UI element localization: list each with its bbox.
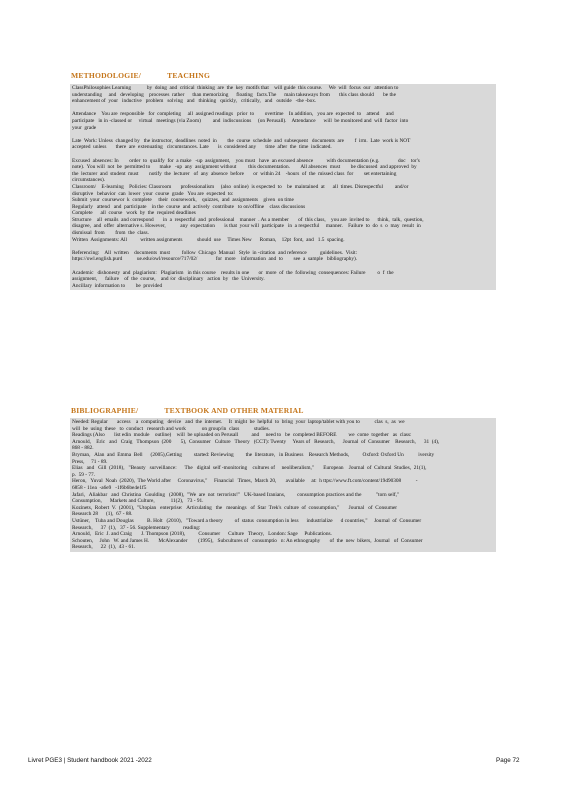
- text-line: note). You will not be permitted to make -up any assignment without this documentation. All absences must be discussed and approved by: [72, 164, 417, 171]
- text-line: Attendance You are responsible for completing all assigned readings prior to overtime In addition, you are expected to attend and: [72, 111, 394, 118]
- text-line: Ancillary information to be provided: [72, 282, 163, 289]
- text-line: Kozinets, Robert V. (2001), "Utopian enterprise: Articulating the meanings of Star Trek's culture of consumption," Journal of Consumer: [72, 504, 398, 511]
- text-line: Needed: Regular access a computing device and the internet. It might be helpful to bring your laptop/tablet with you to clas s, as we: [72, 419, 405, 425]
- text-line: participate in in -classed or virtual meetings (via Zoom) and indiscussions (on Perusall). Attendance will be monitored and will factor into: [72, 117, 409, 124]
- bibliography-text-block: [70, 418, 496, 552]
- text-line: enhancement of your inductive problem solving and thinking quickly, critically, and outside -the -box.: [72, 98, 317, 105]
- text-line: Arnould, Eric and Craig Thompson (200 5), Consumer Culture Theory (CCT): Twenty Years of Research, Journal of Consumer Research, 31 (4),: [72, 438, 440, 445]
- text-line: [72, 263, 494, 270]
- text-line: will be using these to conduct research and work on group/in class studies.: [72, 425, 270, 432]
- text-line: Consumption, Markets and Culture, 11(2), 73 - 91.: [72, 498, 204, 505]
- text-line: your grade: [72, 124, 97, 131]
- text-line: accepted unless there are extenuating circumstances. Late is considered any time after the time indicated.: [72, 144, 332, 151]
- text-line: Classroom/ E-learning Policies: Classroom professionalism (also online) is expected to be maintained at all times. Disrespectful and/or: [72, 183, 409, 190]
- text-line: https://owl.english.purd ue.edu/owl/resource/717/02/ for more information and to see a sample bibliography).: [72, 256, 358, 263]
- methodology-heading-fr: METHODOLOGIE/: [71, 71, 142, 80]
- text-line: Schouten, John W. and James H. McAlexander (1995), Subcultures of consumptio n: An ethnography of the new bikers, Journal of Consumer: [72, 537, 423, 544]
- text-line: 6858 - 11ea -a6e9 -1f6b6be4e1f5: [72, 484, 147, 491]
- bibliography-heading: [71, 406, 330, 415]
- bibliography-heading-en: TEXTBOOK AND OTHER MATERIAL: [164, 406, 304, 415]
- text-line: Regularly attend and participate in the course and actively contribute to on/offline class discussions: [72, 203, 306, 210]
- text-line: Submit your coursewor k complete their coursework, quizzes, and assignments given on time: [72, 197, 294, 204]
- text-line: disruptive behavior can lower your course grade You are expected to:: [72, 190, 234, 197]
- text-line: [72, 243, 494, 250]
- text-line: ClassPhilosophies Learning by doing and critical thinking are the key motifs that will guide this course. We will focus our attention to: [72, 85, 399, 91]
- text-line: Academic dishonesty and plagiarism: Plagiarism in this course results in one or more of the following consequences: Failure o f the: [72, 269, 394, 276]
- text-line: Complete all course work by the required deadlines: [72, 210, 196, 217]
- text-line: Research, 37 (1), 37 - 56. Supplementary reading:: [72, 524, 201, 531]
- text-line: disagree, and offer alternative s. However, any expectation is that your will participate in a respectful manner. Failure to do s o may result in: [72, 223, 421, 230]
- text-line: Ustüner, Tuba and Douglas B. Holt (2010), "Toward a theory of status consumption in less industrialize d countries," Journal of Consumer: [72, 517, 422, 524]
- text-line: circumstances).: [72, 177, 106, 184]
- text-line: dismissal from from the class.: [72, 230, 149, 237]
- text-line: [72, 131, 494, 138]
- text-line: p. 59 - 77.: [72, 471, 95, 478]
- footer-page-number: Page 72: [496, 757, 520, 764]
- text-line: Late Work: Unless changed by the instructor, deadlines noted in the course schedule and subsequent documents are f irm. Late work is NOT: [72, 137, 411, 144]
- text-line: Excused absences: In order to qualify for a make -up assignment, you must have an excused absence with documentation (e.g. doc tor's: [72, 157, 420, 164]
- text-line: understanding and developing processes rather than memorizing floating facts.The main takeaways from this class should be the: [72, 91, 396, 98]
- text-line: Referencing: All written documents must follow Chicago Manual Style in -citation and reference guidelines. Visit:: [72, 249, 358, 256]
- text-line: Written Assignments: All written assignments should use Times New Roman, 12pt font, and 1.5 spacing.: [72, 236, 345, 243]
- bibliography-heading-fr: BIBLIOGRAPHIE/: [71, 406, 139, 415]
- text-line: Readings (Also list edin module outline) will be uploaded on Perusall and need to be completed BEFORE we come together as class:: [72, 432, 412, 439]
- text-line: Elias and Gill (2018), "Beauty surveillance: The digital self -monitoring cultures of neoliberalism," European Journal of Cultural Studies, 21(1),: [72, 465, 427, 472]
- text-line: Research 28 (1), 67 - 88.: [72, 511, 133, 518]
- footer-left: Livret PGE3 | Student handbook 2021 -2022: [28, 757, 152, 764]
- text-line: Structure all emails and correspond in a respectful and professional manner . As a member of this class, you are invited to think, talk, question,: [72, 216, 424, 223]
- methodology-heading: [71, 71, 236, 80]
- text-line: Arnould, Eric J. and Craig J. Thompson (2018), Consumer Culture Theory, London: Sage Publications.: [72, 531, 332, 538]
- text-line: assignment, failure of the course, and /or disciplinary action by the University.: [72, 276, 265, 283]
- text-line: Press, 71 - 89.: [72, 458, 108, 465]
- text-line: Bryman, Alan and Emma Bell (2005),Getting started: Reviewing the literature, in Business Research Methods, Oxford: Oxford Un iversity: [72, 451, 435, 458]
- text-line: Jafari, Aliakbar and Christina Goulding (2008), "We are not terrorists!" UK-based Iranians, consumption practices and the "torn self,": [72, 491, 400, 498]
- text-line: the lecturer and student must notify the lecturer of any absence before or within 24 -hours of the missed class for set entertaining: [72, 170, 397, 177]
- text-line: 868 - 882.: [72, 445, 94, 452]
- methodology-heading-en: TEACHING: [167, 71, 211, 80]
- text-line: [72, 151, 494, 158]
- text-line: Heron, Yuval Noah (2020), The World after Coronavirus," Financial Times, March 20, available at: h ttps://www.ft.com/content/19d90308 -: [72, 478, 418, 485]
- text-line: Research, 22 (1), 43 - 61.: [72, 544, 136, 551]
- methodology-text-block: [70, 84, 496, 290]
